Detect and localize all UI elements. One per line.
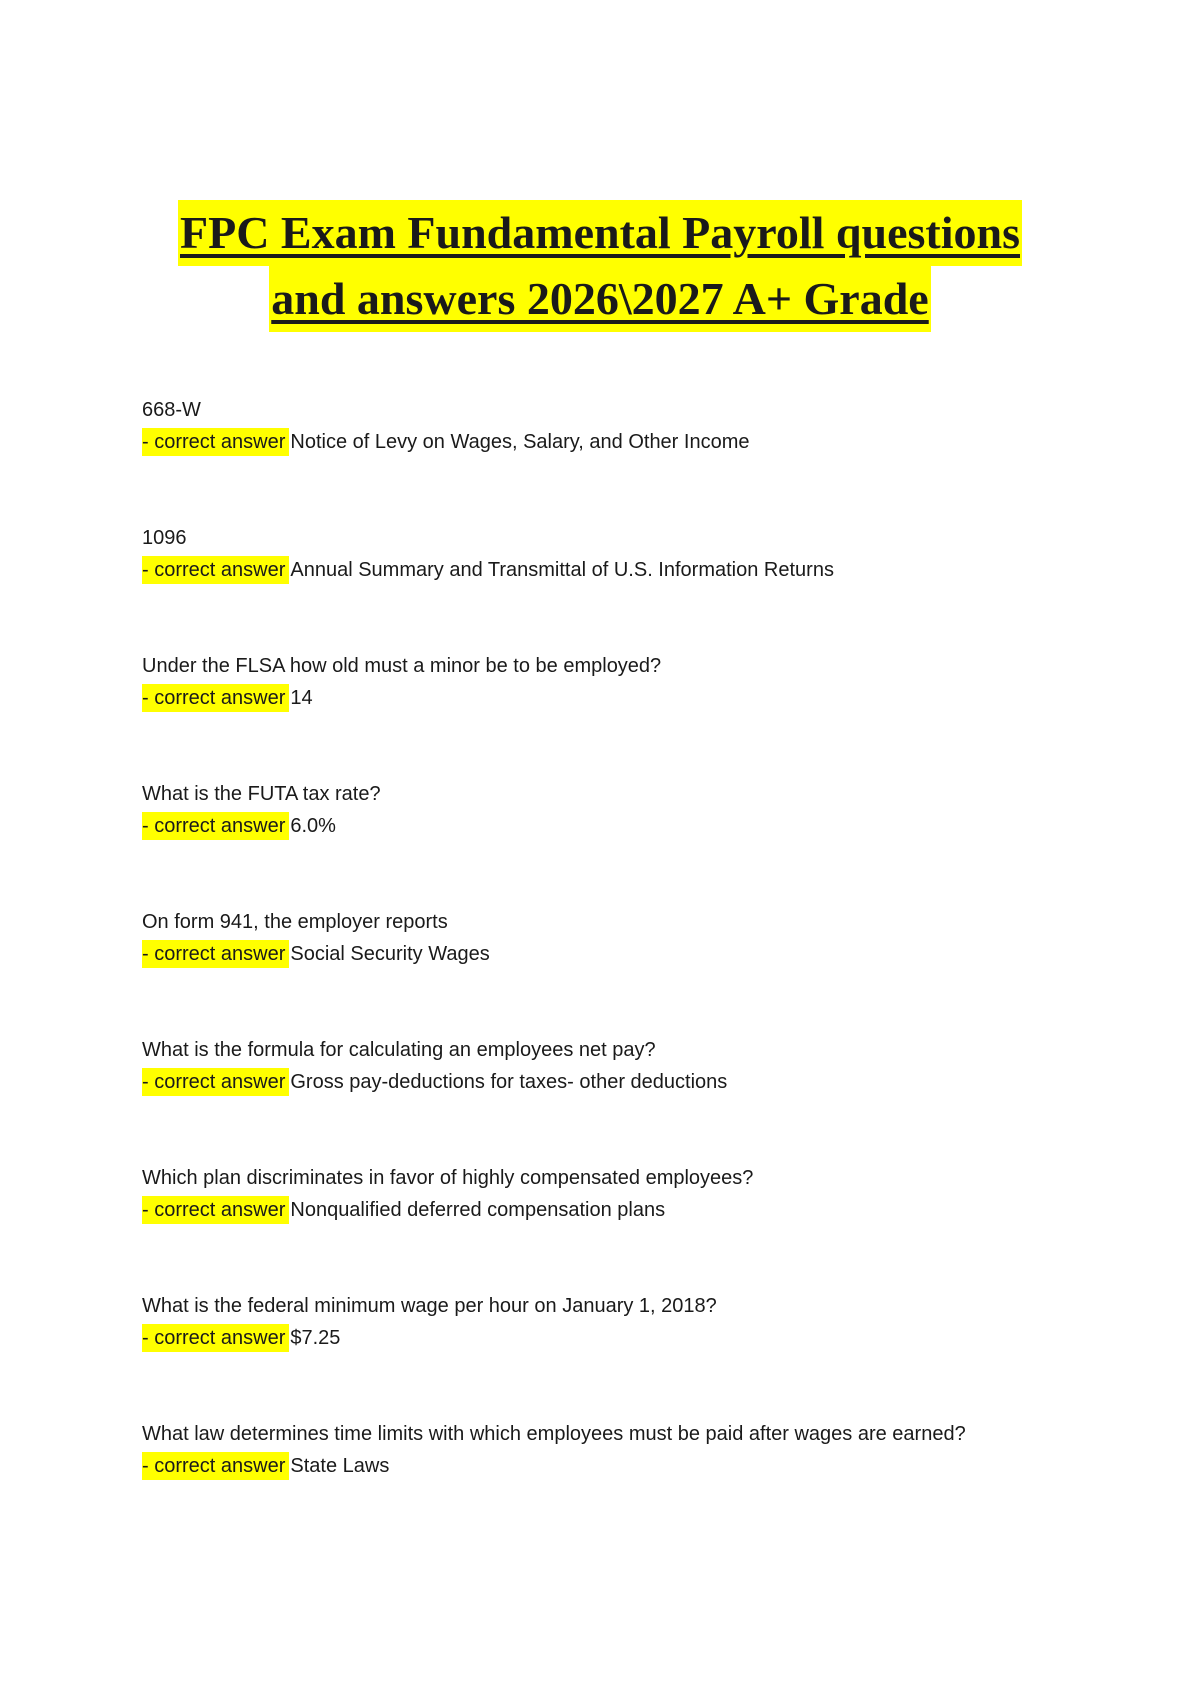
question-text: Under the FLSA how old must a minor be to be employed? — [142, 655, 662, 677]
question-text: On form 941, the employer reports — [142, 911, 448, 933]
document-title — [0, 200, 1200, 332]
qa-item — [142, 1034, 1102, 1162]
answer-line — [142, 426, 1102, 458]
correct-answer-marker: - correct answer — [142, 1068, 289, 1096]
correct-answer-marker: - correct answer — [142, 428, 289, 456]
question-text: What is the FUTA tax rate? — [142, 783, 381, 805]
answer-line — [142, 1450, 1102, 1482]
question-text: 668-W — [142, 399, 201, 421]
title-line-1: FPC Exam Fundamental Payroll questions — [178, 200, 1022, 266]
answer-line — [142, 682, 1102, 714]
qa-item — [142, 778, 1102, 906]
qa-item — [142, 650, 1102, 778]
answer-text: Social Security Wages — [290, 943, 490, 965]
answer-text: 6.0% — [290, 815, 336, 837]
correct-answer-marker: - correct answer — [142, 812, 289, 840]
correct-answer-marker: - correct answer — [142, 556, 289, 584]
answer-text: 14 — [290, 687, 313, 709]
qa-item — [142, 1290, 1102, 1418]
correct-answer-marker: - correct answer — [142, 684, 289, 712]
question-text: What law determines time limits with which employees must be paid after wages are earned? — [142, 1423, 966, 1445]
correct-answer-marker: - correct answer — [142, 1324, 289, 1352]
qa-item — [142, 522, 1102, 650]
question-text: What is the federal minimum wage per hour on January 1, 2018? — [142, 1295, 717, 1317]
qa-item — [142, 394, 1102, 522]
answer-line — [142, 1322, 1102, 1354]
correct-answer-marker: - correct answer — [142, 1452, 289, 1480]
answer-text: $7.25 — [290, 1327, 341, 1349]
answer-text: Annual Summary and Transmittal of U.S. Information Returns — [290, 559, 834, 581]
title-line-2: and answers 2026\2027 A+ Grade — [269, 266, 930, 332]
qa-item — [142, 1418, 1102, 1546]
qa-item — [142, 906, 1102, 1034]
answer-line — [142, 1066, 1102, 1098]
correct-answer-marker: - correct answer — [142, 940, 289, 968]
answer-text: State Laws — [290, 1455, 390, 1477]
answer-line — [142, 554, 1102, 586]
answer-text: Gross pay-deductions for taxes- other deductions — [290, 1071, 728, 1093]
answer-text: Notice of Levy on Wages, Salary, and Other Income — [290, 431, 750, 453]
question-text: 1096 — [142, 527, 187, 549]
answer-line — [142, 1194, 1102, 1226]
question-text: What is the formula for calculating an employees net pay? — [142, 1039, 656, 1061]
answer-line — [142, 810, 1102, 842]
qa-item — [142, 1162, 1102, 1290]
answer-text: Nonqualified deferred compensation plans — [290, 1199, 666, 1221]
answer-line — [142, 938, 1102, 970]
correct-answer-marker: - correct answer — [142, 1196, 289, 1224]
qa-list — [142, 394, 1102, 1546]
question-text: Which plan discriminates in favor of highly compensated employees? — [142, 1167, 754, 1189]
